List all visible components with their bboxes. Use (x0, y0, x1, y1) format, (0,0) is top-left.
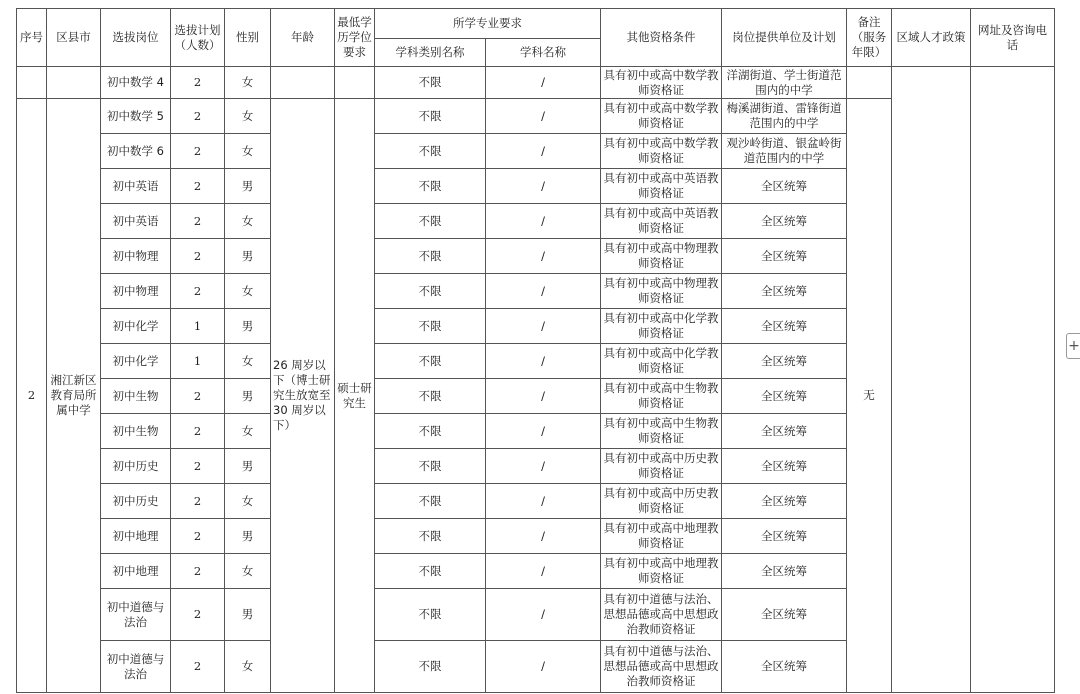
plan-cell: 2 (171, 379, 225, 414)
position-cell: 初中道德与法治 (101, 641, 171, 693)
gender-cell: 男 (225, 379, 271, 414)
unit-plan-cell: 全区统筹 (722, 344, 847, 379)
major-name-cell: / (486, 484, 601, 519)
plan-cell: 2 (171, 449, 225, 484)
remark-cell-empty (847, 67, 892, 99)
major-name-cell: / (486, 204, 601, 239)
other-qual-cell: 具有初中或高中化学教师资格证 (601, 344, 722, 379)
plan-cell: 2 (171, 641, 225, 693)
header-seq: 序号 (17, 9, 47, 67)
header-contact: 网址及咨询电话 (971, 9, 1055, 67)
major-category-cell: 不限 (375, 641, 486, 693)
header-remark: 备注（服务年限） (847, 9, 892, 67)
header-gender: 性别 (225, 9, 271, 67)
major-category-cell: 不限 (375, 204, 486, 239)
major-category-cell: 不限 (375, 589, 486, 641)
contact-cell (971, 67, 1055, 693)
plus-icon: + (1068, 338, 1080, 354)
major-category-cell: 不限 (375, 274, 486, 309)
header-major-name: 学科名称 (486, 39, 601, 67)
group-seq-cell: 2 (17, 99, 47, 693)
other-qual-cell: 具有初中或高中数学教师资格证 (601, 99, 722, 134)
other-qual-cell: 具有初中或高中英语教师资格证 (601, 204, 722, 239)
plan-cell: 2 (171, 169, 225, 204)
major-name-cell: / (486, 67, 601, 99)
gender-cell: 女 (225, 274, 271, 309)
job-table (16, 8, 1055, 693)
degree-cell-empty (335, 67, 375, 99)
header-other-qual: 其他资格条件 (601, 9, 722, 67)
unit-plan-cell: 全区统筹 (722, 589, 847, 641)
other-qual-cell: 具有初中或高中生物教师资格证 (601, 414, 722, 449)
unit-plan-cell: 全区统筹 (722, 414, 847, 449)
major-name-cell: / (486, 414, 601, 449)
gender-cell: 女 (225, 554, 271, 589)
group-remark-cell: 无 (847, 99, 892, 693)
header-age: 年龄 (271, 9, 335, 67)
major-name-cell: / (486, 589, 601, 641)
other-qual-cell: 具有初中或高中生物教师资格证 (601, 379, 722, 414)
other-qual-cell: 具有初中或高中数学教师资格证 (601, 134, 722, 169)
plan-cell: 2 (171, 274, 225, 309)
gender-cell: 女 (225, 484, 271, 519)
other-qual-cell: 具有初中或高中数学教师资格证 (601, 67, 722, 99)
header-plan: 选拔计划（人数） (171, 9, 225, 67)
plan-cell: 2 (171, 484, 225, 519)
position-cell: 初中物理 (101, 274, 171, 309)
position-cell: 初中物理 (101, 239, 171, 274)
header-district: 区县市 (47, 9, 101, 67)
unit-plan-cell: 洋湖街道、学士街道范围内的中学 (722, 67, 847, 99)
major-name-cell: / (486, 449, 601, 484)
unit-plan-cell: 全区统筹 (722, 484, 847, 519)
major-category-cell: 不限 (375, 554, 486, 589)
major-category-cell: 不限 (375, 519, 486, 554)
major-name-cell: / (486, 379, 601, 414)
age-cell-empty (271, 67, 335, 99)
plan-cell: 2 (171, 99, 225, 134)
header-position: 选拔岗位 (101, 9, 171, 67)
other-qual-cell: 具有初中或高中物理教师资格证 (601, 274, 722, 309)
unit-plan-cell: 全区统筹 (722, 274, 847, 309)
side-panel-toggle[interactable] (1066, 333, 1080, 359)
major-name-cell: / (486, 519, 601, 554)
plan-cell: 1 (171, 344, 225, 379)
talent-policy-cell (892, 67, 971, 693)
major-category-cell: 不限 (375, 484, 486, 519)
other-qual-cell: 具有初中道德与法治、思想品德或高中思想政治教师资格证 (601, 589, 722, 641)
position-cell: 初中数学 4 (101, 67, 171, 99)
gender-cell: 男 (225, 519, 271, 554)
group-degree-cell: 硕士研究生 (335, 99, 375, 693)
plan-cell: 1 (171, 309, 225, 344)
unit-plan-cell: 全区统筹 (722, 379, 847, 414)
position-cell: 初中历史 (101, 484, 171, 519)
gender-cell: 女 (225, 134, 271, 169)
group-age-cell: 26 周岁以下（博士研究生放宽至 30 周岁以下） (271, 99, 335, 693)
gender-cell: 男 (225, 239, 271, 274)
header-major-group: 所学专业要求 (375, 9, 601, 39)
position-cell: 初中数学 6 (101, 134, 171, 169)
other-qual-cell: 具有初中或高中历史教师资格证 (601, 484, 722, 519)
unit-plan-cell: 全区统筹 (722, 554, 847, 589)
header-talent-policy: 区域人才政策 (892, 9, 971, 67)
unit-plan-cell: 全区统筹 (722, 169, 847, 204)
position-cell: 初中地理 (101, 554, 171, 589)
major-category-cell: 不限 (375, 449, 486, 484)
major-category-cell: 不限 (375, 67, 486, 99)
seq-cell-empty (17, 67, 47, 99)
position-cell: 初中数学 5 (101, 99, 171, 134)
major-name-cell: / (486, 309, 601, 344)
unit-plan-cell: 全区统筹 (722, 641, 847, 693)
major-category-cell: 不限 (375, 99, 486, 134)
district-cell-empty (47, 67, 101, 99)
other-qual-cell: 具有初中道德与法治、思想品德或高中思想政治教师资格证 (601, 641, 722, 693)
header-major-category: 学科类别名称 (375, 39, 486, 67)
position-cell: 初中化学 (101, 344, 171, 379)
position-cell: 初中地理 (101, 519, 171, 554)
gender-cell: 男 (225, 169, 271, 204)
unit-plan-cell: 全区统筹 (722, 519, 847, 554)
group-district-cell: 湘江新区教育局所属中学 (47, 99, 101, 693)
position-cell: 初中道德与法治 (101, 589, 171, 641)
gender-cell: 女 (225, 414, 271, 449)
gender-cell: 男 (225, 449, 271, 484)
other-qual-cell: 具有初中或高中地理教师资格证 (601, 554, 722, 589)
major-category-cell: 不限 (375, 309, 486, 344)
unit-plan-cell: 全区统筹 (722, 204, 847, 239)
major-name-cell: / (486, 134, 601, 169)
major-category-cell: 不限 (375, 379, 486, 414)
plan-cell: 2 (171, 67, 225, 99)
major-category-cell: 不限 (375, 344, 486, 379)
position-cell: 初中英语 (101, 169, 171, 204)
other-qual-cell: 具有初中或高中英语教师资格证 (601, 169, 722, 204)
major-name-cell: / (486, 554, 601, 589)
major-category-cell: 不限 (375, 169, 486, 204)
position-cell: 初中生物 (101, 414, 171, 449)
unit-plan-cell: 全区统筹 (722, 449, 847, 484)
unit-plan-cell: 梅溪湖街道、雷锋街道范围内的中学 (722, 99, 847, 134)
gender-cell: 女 (225, 641, 271, 693)
position-cell: 初中化学 (101, 309, 171, 344)
gender-cell: 男 (225, 309, 271, 344)
gender-cell: 男 (225, 589, 271, 641)
plan-cell: 2 (171, 589, 225, 641)
header-degree: 最低学历学位要求 (335, 9, 375, 67)
header-unit-plan: 岗位提供单位及计划 (722, 9, 847, 67)
unit-plan-cell: 全区统筹 (722, 239, 847, 274)
position-cell: 初中历史 (101, 449, 171, 484)
other-qual-cell: 具有初中或高中地理教师资格证 (601, 519, 722, 554)
gender-cell: 女 (225, 344, 271, 379)
major-name-cell: / (486, 169, 601, 204)
other-qual-cell: 具有初中或高中物理教师资格证 (601, 239, 722, 274)
major-name-cell: / (486, 239, 601, 274)
position-cell: 初中英语 (101, 204, 171, 239)
gender-cell: 女 (225, 67, 271, 99)
gender-cell: 女 (225, 99, 271, 134)
major-name-cell: / (486, 99, 601, 134)
major-name-cell: / (486, 274, 601, 309)
plan-cell: 2 (171, 204, 225, 239)
gender-cell: 女 (225, 204, 271, 239)
plan-cell: 2 (171, 414, 225, 449)
major-name-cell: / (486, 344, 601, 379)
other-qual-cell: 具有初中或高中历史教师资格证 (601, 449, 722, 484)
other-qual-cell: 具有初中或高中化学教师资格证 (601, 309, 722, 344)
major-name-cell: / (486, 641, 601, 693)
plan-cell: 2 (171, 134, 225, 169)
plan-cell: 2 (171, 554, 225, 589)
position-cell: 初中生物 (101, 379, 171, 414)
major-category-cell: 不限 (375, 414, 486, 449)
plan-cell: 2 (171, 519, 225, 554)
major-category-cell: 不限 (375, 134, 486, 169)
unit-plan-cell: 观沙岭街道、银盆岭街道范围内的中学 (722, 134, 847, 169)
plan-cell: 2 (171, 239, 225, 274)
major-category-cell: 不限 (375, 239, 486, 274)
unit-plan-cell: 全区统筹 (722, 309, 847, 344)
